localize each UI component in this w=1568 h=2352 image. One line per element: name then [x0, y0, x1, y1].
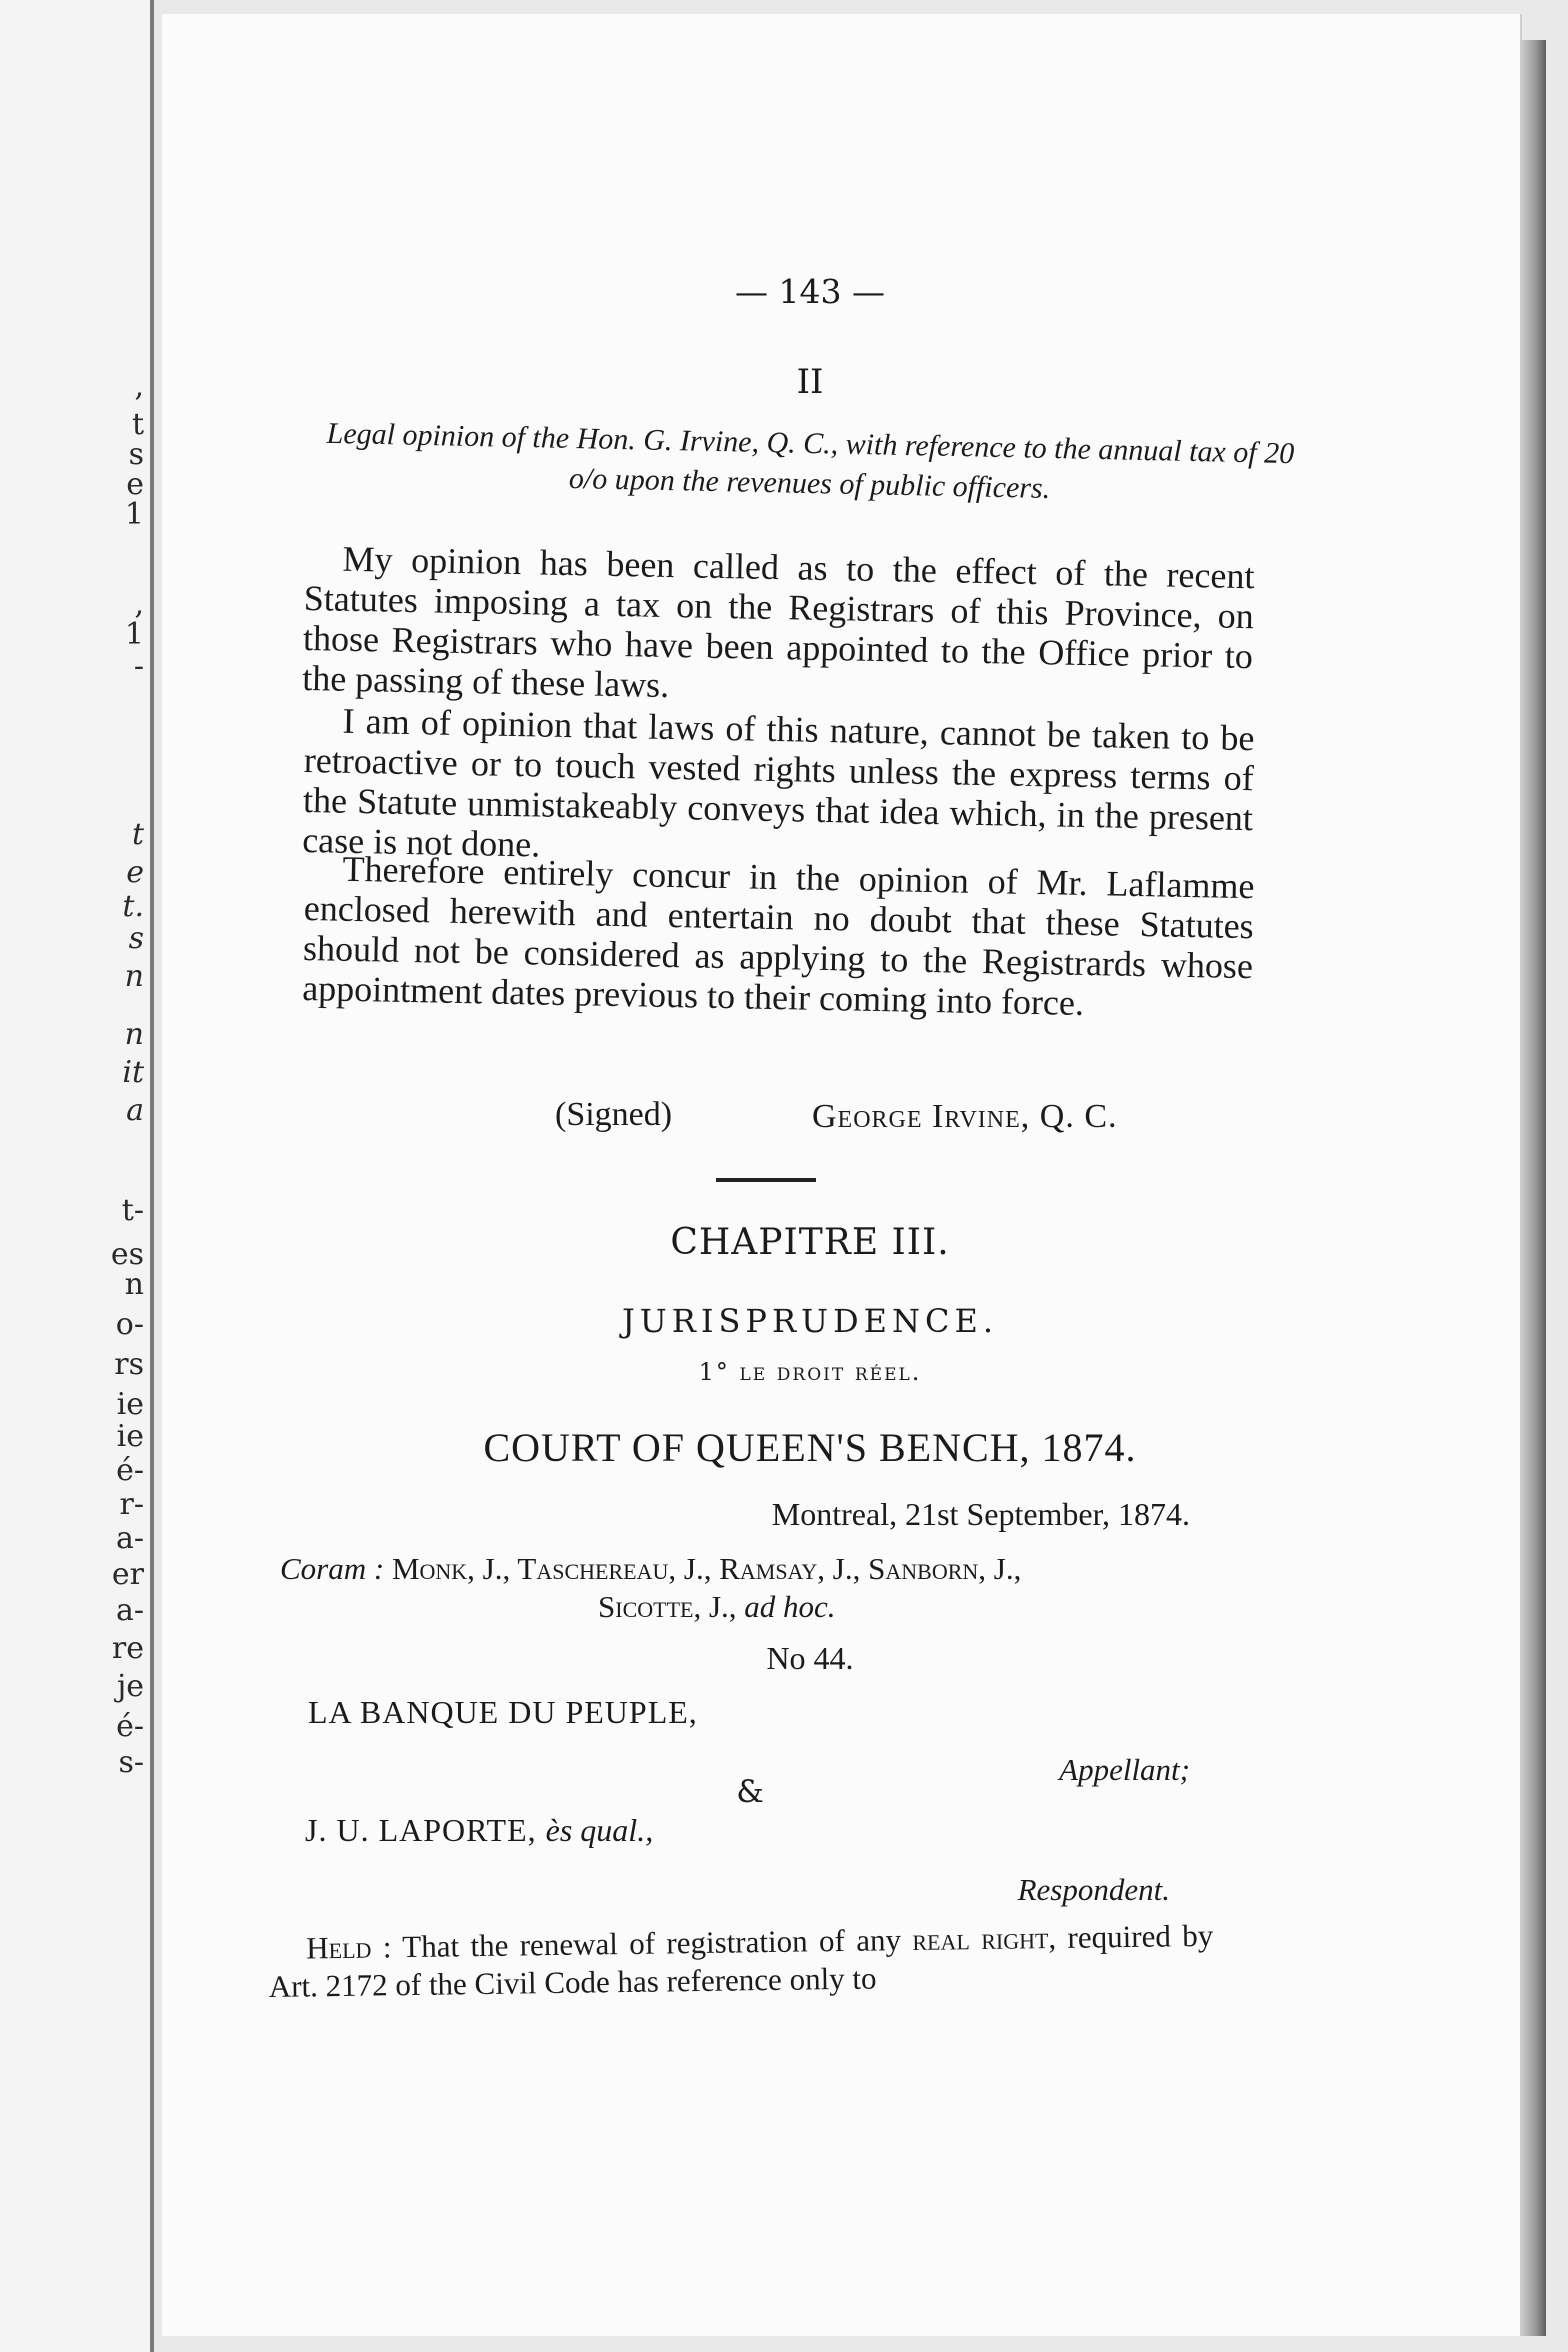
appellant-name: LA BANQUE DU PEUPLE, — [308, 1694, 698, 1730]
left-page-fragment: s — [128, 921, 144, 956]
left-page-fragment: rs — [114, 1347, 144, 1382]
left-page-fragment: - — [133, 649, 144, 684]
left-page-fragment: re — [111, 1631, 144, 1666]
held-real-right: real right, — [912, 1919, 1057, 1958]
coram-judges-line2: Sicotte, J., — [598, 1589, 737, 1624]
left-page-fragment: e — [126, 467, 144, 502]
respondent-role: Respondent. — [1017, 1872, 1170, 1907]
left-page-fragment: s — [128, 437, 144, 472]
held-paragraph — [268, 1917, 1214, 2006]
left-page-fragment: t — [131, 817, 144, 852]
court-heading: COURT OF QUEEN'S BENCH, 1874. — [483, 1425, 1137, 1470]
left-page-fragment: es — [110, 1237, 144, 1272]
coram-block — [280, 1550, 1230, 1626]
left-page-fragment: 1 — [124, 497, 144, 532]
left-page-fragment: t. — [122, 889, 144, 924]
paragraph-2: I am of opinion that laws of this nature, cannot be taken to be retroactive or to touch vested rights unless the express terms of the Statute unmistakeably conveys that idea which, in the present case is not done. — [301, 700, 1255, 865]
coram-line2 — [280, 1588, 1230, 1626]
opinion-title: Legal opinion of the Hon. G. Irvine, Q. C., with reference to the annual tax of 20 o/o upon the revenues of public officers. — [326, 416, 1295, 506]
subheading-droit-reel: 1° le droit réel. — [698, 1358, 922, 1386]
paragraph-3: Therefore entirely concur in the opinion of Mr. Laflamme enclosed herewith and entertain no doubt that these Statutes should not be considered as applying to the Registrards whose appointment dates previous to their coming into force. — [301, 848, 1255, 1023]
page-stack-edge — [1520, 40, 1546, 2336]
respondent-qualifier: ès qual., — [545, 1812, 654, 1848]
coram-label: Coram : — [280, 1551, 385, 1586]
left-page-fragment: s- — [118, 1745, 144, 1780]
left-page-fragment: é- — [116, 1453, 144, 1488]
left-page-edge — [0, 0, 154, 2352]
respondent-name: J. U. LAPORTE, — [305, 1812, 537, 1848]
paragraph-1: My opinion has been called as to the effect of the recent Statutes imposing a tax on the Registrars of this Province, on those Registrars who have been appointed to the Office prior to the passing of these laws. — [301, 538, 1255, 706]
left-page-fragment: a- — [115, 1521, 144, 1556]
left-page-fragment: , — [134, 369, 144, 404]
jurisprudence-heading: JURISPRUDENCE. — [621, 1302, 999, 1340]
left-page-fragment: 1 — [124, 617, 144, 652]
held-text-after: required by Art. 2172 of the Civil Code has reference only to — [268, 1917, 1214, 2004]
left-page-fragment: n — [124, 1267, 144, 1302]
left-page-fragment: ie — [116, 1387, 144, 1422]
left-page-fragment: , — [134, 587, 144, 622]
left-page-fragment: it — [122, 1055, 144, 1090]
held-text-before: That the renewal of registration of any — [402, 1922, 902, 1965]
case-date: Montreal, 21st September, 1874. — [771, 1496, 1190, 1532]
appellant-role: Appellant; — [1059, 1752, 1190, 1787]
left-page-fragment: n — [124, 959, 144, 994]
page-number: — 143 — — [735, 272, 885, 311]
held-label: Held : — [306, 1929, 392, 1966]
signed-label: (Signed) — [555, 1096, 673, 1133]
left-page-fragment: je — [116, 1669, 144, 1704]
left-page-fragment: o- — [115, 1307, 144, 1342]
coram-judges-line1: Monk, J., Taschereau, J., Ramsay, J., Sanborn, J., — [391, 1551, 1022, 1586]
section-divider — [716, 1178, 816, 1182]
left-page-fragment: t- — [121, 1193, 144, 1228]
coram-adhoc: ad hoc. — [744, 1589, 836, 1624]
left-page-fragment: t — [131, 407, 144, 442]
chapter-heading: CHAPITRE III. — [670, 1222, 950, 1263]
left-page-fragment: ie — [116, 1419, 144, 1454]
case-number: No 44. — [766, 1640, 854, 1676]
left-page-fragment: er — [111, 1557, 144, 1592]
respondent-line — [305, 1812, 653, 1849]
left-page-fragment: e — [126, 855, 144, 890]
left-page-fragment: a- — [115, 1593, 144, 1628]
left-page-fragment: é- — [116, 1709, 144, 1744]
left-page-fragment: a — [126, 1093, 144, 1128]
signer-name: George Irvine, Q. C. — [812, 1098, 1118, 1135]
left-page-fragment: r- — [119, 1487, 144, 1522]
party-ampersand: & — [736, 1774, 764, 1810]
section-number: II — [796, 362, 824, 402]
left-page-fragment: n — [124, 1017, 144, 1052]
